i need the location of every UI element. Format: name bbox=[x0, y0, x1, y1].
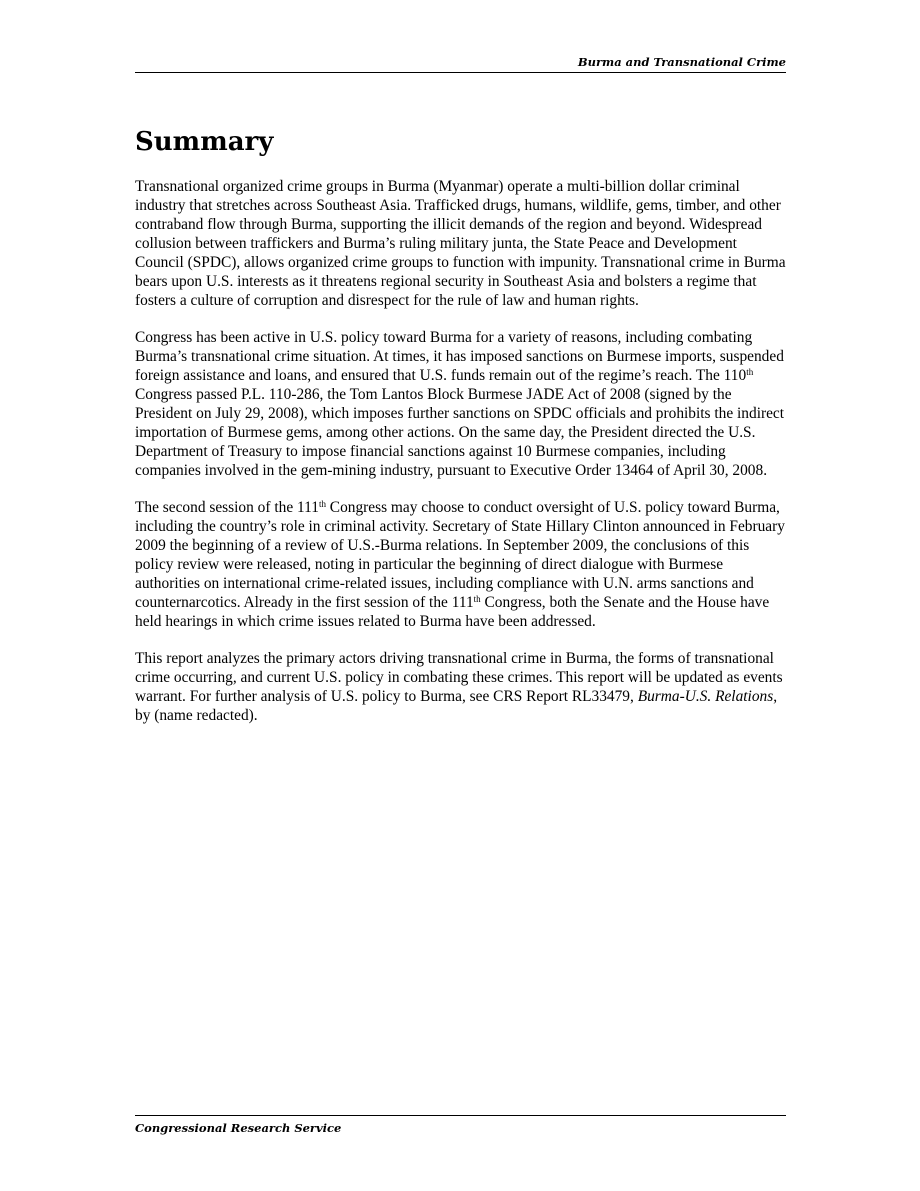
paragraph-text: This report analyzes the primary actors driving transnational crime in Burma, the forms of transnational crime occurring, and current U.S. policy in combating these crimes. This report will be updated as events warrant. For further analysis of U.S. policy to Burma, see CRS Report RL33479, bbox=[135, 650, 783, 705]
ordinal-suffix: th bbox=[473, 594, 481, 604]
paragraph-overview bbox=[135, 177, 786, 310]
paragraph-text: Congress passed P.L. 110-286, the Tom Lantos Block Burmese JADE Act of 2008 (signed by the President on July 29, 2008), which imposes further sanctions on SPDC officials and prohibits the indirect importation of Burmese gems, among other actions. On the same day, the President directed the U.S. Department of Treasury to impose financial sanctions against 10 Burmese companies, including companies involved in the gem-mining industry, pursuant to Executive Order 13464 of April 30, 2008. bbox=[135, 386, 785, 479]
paragraph-text: Congress may choose to conduct oversight of U.S. policy toward Burma, including the country’s role in criminal activity. Secretary of State Hillary Clinton announced in February 2009 the beginning of a review of U.S.-Burma relations. In September 2009, the conclusions of this policy review were released, noting in particular the beginning of direct dialogue with Burmese authorities on international crime-related issues, including compliance with U.N. arms sanctions and counternarcotics. Already in the first session of the 111 bbox=[135, 499, 785, 611]
running-header: Burma and Transnational Crime bbox=[577, 55, 786, 69]
paragraph-text: Congress has been active in U.S. policy toward Burma for a variety of reasons, including combating Burma’s transnational crime situation. At times, it has imposed sanctions on Burmese imports, suspended foreign assistance and loans, and ensured that U.S. funds remain out of the regime’s reach. The 110 bbox=[135, 329, 784, 384]
summary-body bbox=[135, 177, 786, 743]
paragraph-text: The second session of the 111 bbox=[135, 499, 319, 516]
paragraph-congress-activity bbox=[135, 328, 786, 480]
footer-rule bbox=[135, 1115, 786, 1116]
ordinal-suffix: th bbox=[746, 367, 754, 377]
paragraph-text: , by (name redacted). bbox=[135, 688, 778, 724]
paragraph-text: Congress, both the Senate and the House have held hearings in which crime issues related to Burma have been addressed. bbox=[135, 594, 770, 630]
paragraph-text: Transnational organized crime groups in Burma (Myanmar) operate a multi-billion dollar criminal industry that stretches across Southeast Asia. Trafficked drugs, humans, wildlife, gems, timber, and other contraband flow through Burma, supporting the illicit demands of the region and beyond. Widespread collusion between traffickers and Burma’s ruling military junta, the State Peace and Development Council (SPDC), allows organized crime groups to function with impunity. Transnational crime in Burma bears upon U.S. interests as it threatens regional security in Southeast Asia and bolsters a regime that fosters a culture of corruption and disrespect for the rule of law and human rights. bbox=[135, 178, 786, 309]
ordinal-suffix: th bbox=[318, 499, 326, 509]
section-heading: Summary bbox=[135, 127, 274, 157]
running-footer: Congressional Research Service bbox=[135, 1121, 342, 1135]
header-rule bbox=[135, 72, 786, 73]
paragraph-report-scope bbox=[135, 649, 786, 725]
paragraph-oversight bbox=[135, 498, 786, 631]
report-title-reference: Burma-U.S. Relations bbox=[637, 688, 774, 705]
